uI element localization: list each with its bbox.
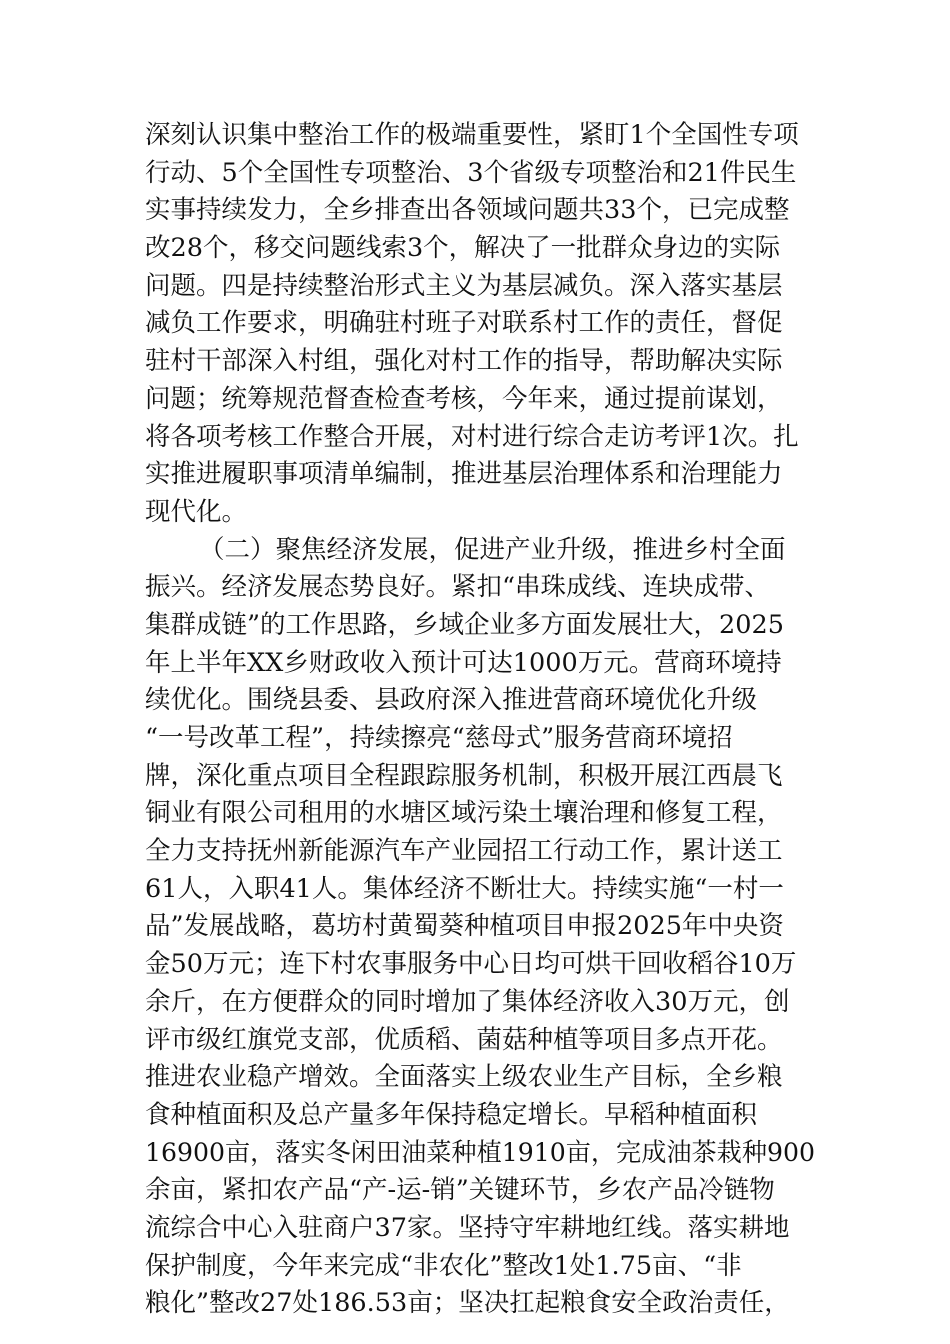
text-line: 改28个，移交问题线索3个，解决了一批群众身边的实际	[145, 233, 781, 264]
text-line: 实事持续发力，全乡排查出各领域问题共33个，已完成整	[145, 195, 790, 226]
text-line: 61人，入职41人。集体经济不断壮大。持续实施“一村一	[145, 873, 784, 904]
text-line: 集群成链”的工作思路，乡域企业多方面发展壮大，2025	[145, 609, 784, 640]
text-line: 粮化”整改27处186.53亩；坚决扛起粮食安全政治责任，	[145, 1288, 790, 1319]
text-line: 推进农业稳产增效。全面落实上级农业生产目标，全乡粮	[145, 1062, 783, 1093]
text-line: 现代化。	[145, 496, 248, 527]
text-line: 实推进履职事项清单编制，推进基层治理体系和治理能力	[145, 459, 783, 490]
text-line: 牌，深化重点项目全程跟踪服务机制，积极开展江西晨飞	[145, 760, 783, 791]
text-line: 年上半年XX乡财政收入预计可达1000万元。营商环境持	[145, 647, 782, 678]
text-line: 食种植面积及总产量多年保持稳定增长。早稻种植面积	[145, 1099, 758, 1130]
text-line: 问题；统筹规范督查检查考核，今年来，通过提前谋划，	[145, 383, 783, 414]
text-line: 全力支持抚州新能源汽车产业园招工行动工作，累计送工	[145, 836, 783, 867]
text-line: 振兴。经济发展态势良好。紧扣“串珠成线、连块成带、	[145, 572, 771, 603]
text-line: 余斤，在方便群众的同时增加了集体经济收入30万元，创	[145, 986, 790, 1017]
text-line: 驻村干部深入村组，强化对村工作的指导，帮助解决实际	[145, 346, 783, 377]
text-line: 评市级红旗党支部，优质稻、菌菇种植等项目多点开花。	[145, 1024, 783, 1055]
text-line: “一号改革工程”，持续擦亮“慈母式”服务营商环境招	[145, 723, 733, 753]
text-line: 将各项考核工作整合开展，对村进行综合走访考评1次。扎	[145, 421, 799, 452]
text-line: 问题。四是持续整治形式主义为基层减负。深入落实基层	[145, 270, 783, 301]
document-body	[145, 117, 815, 1323]
text-line: 铜业有限公司租用的水塘区域污染土壤治理和修复工程，	[145, 798, 783, 829]
text-line: 续优化。围绕县委、县政府深入推进营商环境优化升级	[145, 685, 758, 716]
text-line: 余亩，紧扣农产品“产-运-销”关键环节，乡农产品冷链物	[145, 1175, 775, 1206]
text-line: 品”发展战略，葛坊村黄蜀葵种植项目申报2025年中央资	[145, 911, 784, 942]
text-line: 减负工作要求，明确驻村班子对联系村工作的责任，督促	[145, 308, 783, 339]
text-line: 行动、5个全国性专项整治、3个省级专项整治和21件民生	[145, 157, 797, 188]
text-line: 金50万元；连下村农事服务中心日均可烘干回收稻谷10万	[145, 949, 797, 980]
text-line: 流综合中心入驻商户37家。坚持守牢耕地红线。落实耕地	[145, 1212, 790, 1243]
text-line: 保护制度，今年来完成“非农化”整改1处1.75亩、“非	[145, 1250, 742, 1281]
text-line: 16900亩，落实冬闲田油菜种植1910亩，完成油茶栽种900	[145, 1137, 815, 1168]
paragraph-heading-line: （二）聚焦经济发展，促进产业升级，推进乡村全面	[199, 534, 786, 565]
text-line: 深刻认识集中整治工作的极端重要性，紧盯1个全国性专项	[145, 120, 799, 150]
